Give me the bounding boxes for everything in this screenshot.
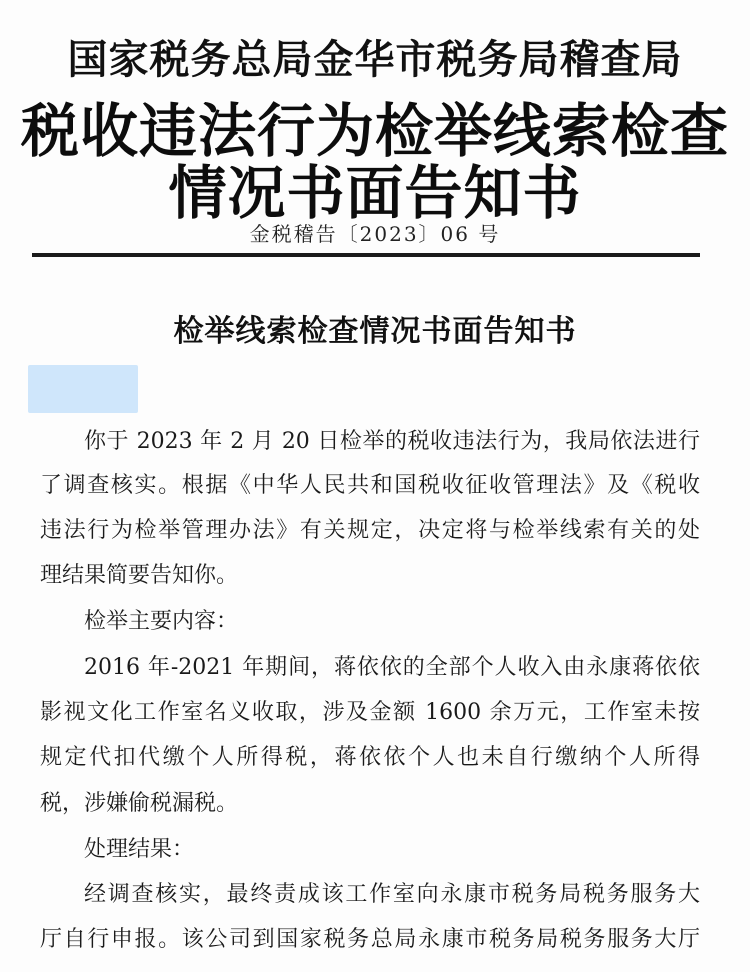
issuing-agency: 国家税务总局金华市税务局稽查局 (67, 37, 683, 83)
document-number: 金税稽告〔2023〕06 号 (249, 222, 501, 246)
document-title-line-1: 税收违法行为检举线索检查 (20, 97, 729, 165)
recipient-redaction (28, 365, 138, 413)
body-line: 厅自行申报。该公司到国家税务总局永康市税务局税务服务大厅 (40, 927, 700, 952)
body-line: 税，涉嫌偷税漏税。 (40, 791, 239, 816)
section-heading-result: 处理结果： (84, 837, 195, 862)
body-line: 经调查核实，最终责成该工作室向永康市税务局税务服务大 (84, 882, 700, 907)
section-heading-content: 检举主要内容： (84, 609, 239, 634)
document-title-line-2: 情况书面告知书 (168, 159, 582, 227)
body-line: 违法行为检举管理办法》有关规定，决定将与检举线索有关的处 (40, 518, 700, 543)
body-line: 你于 2023 年 2 月 20 日检举的税收违法行为，我局依法进行 (84, 429, 700, 454)
body-line: 了调查核实。根据《中华人民共和国税收征收管理法》及《税收 (40, 473, 700, 498)
body-line: 理结果简要告知你。 (40, 563, 239, 588)
body-line: 规定代扣代缴个人所得税，蒋依依个人也未自行缴纳个人所得 (40, 745, 700, 770)
body-line: 影视文化工作室名义收取，涉及金额 1600 余万元，工作室未按 (40, 700, 700, 725)
body-line: 2016 年-2021 年期间，蒋依依的全部个人收入由永康蒋依依 (84, 655, 700, 680)
header-divider (32, 253, 700, 257)
notice-subtitle: 检举线索检查情况书面告知书 (173, 314, 577, 349)
